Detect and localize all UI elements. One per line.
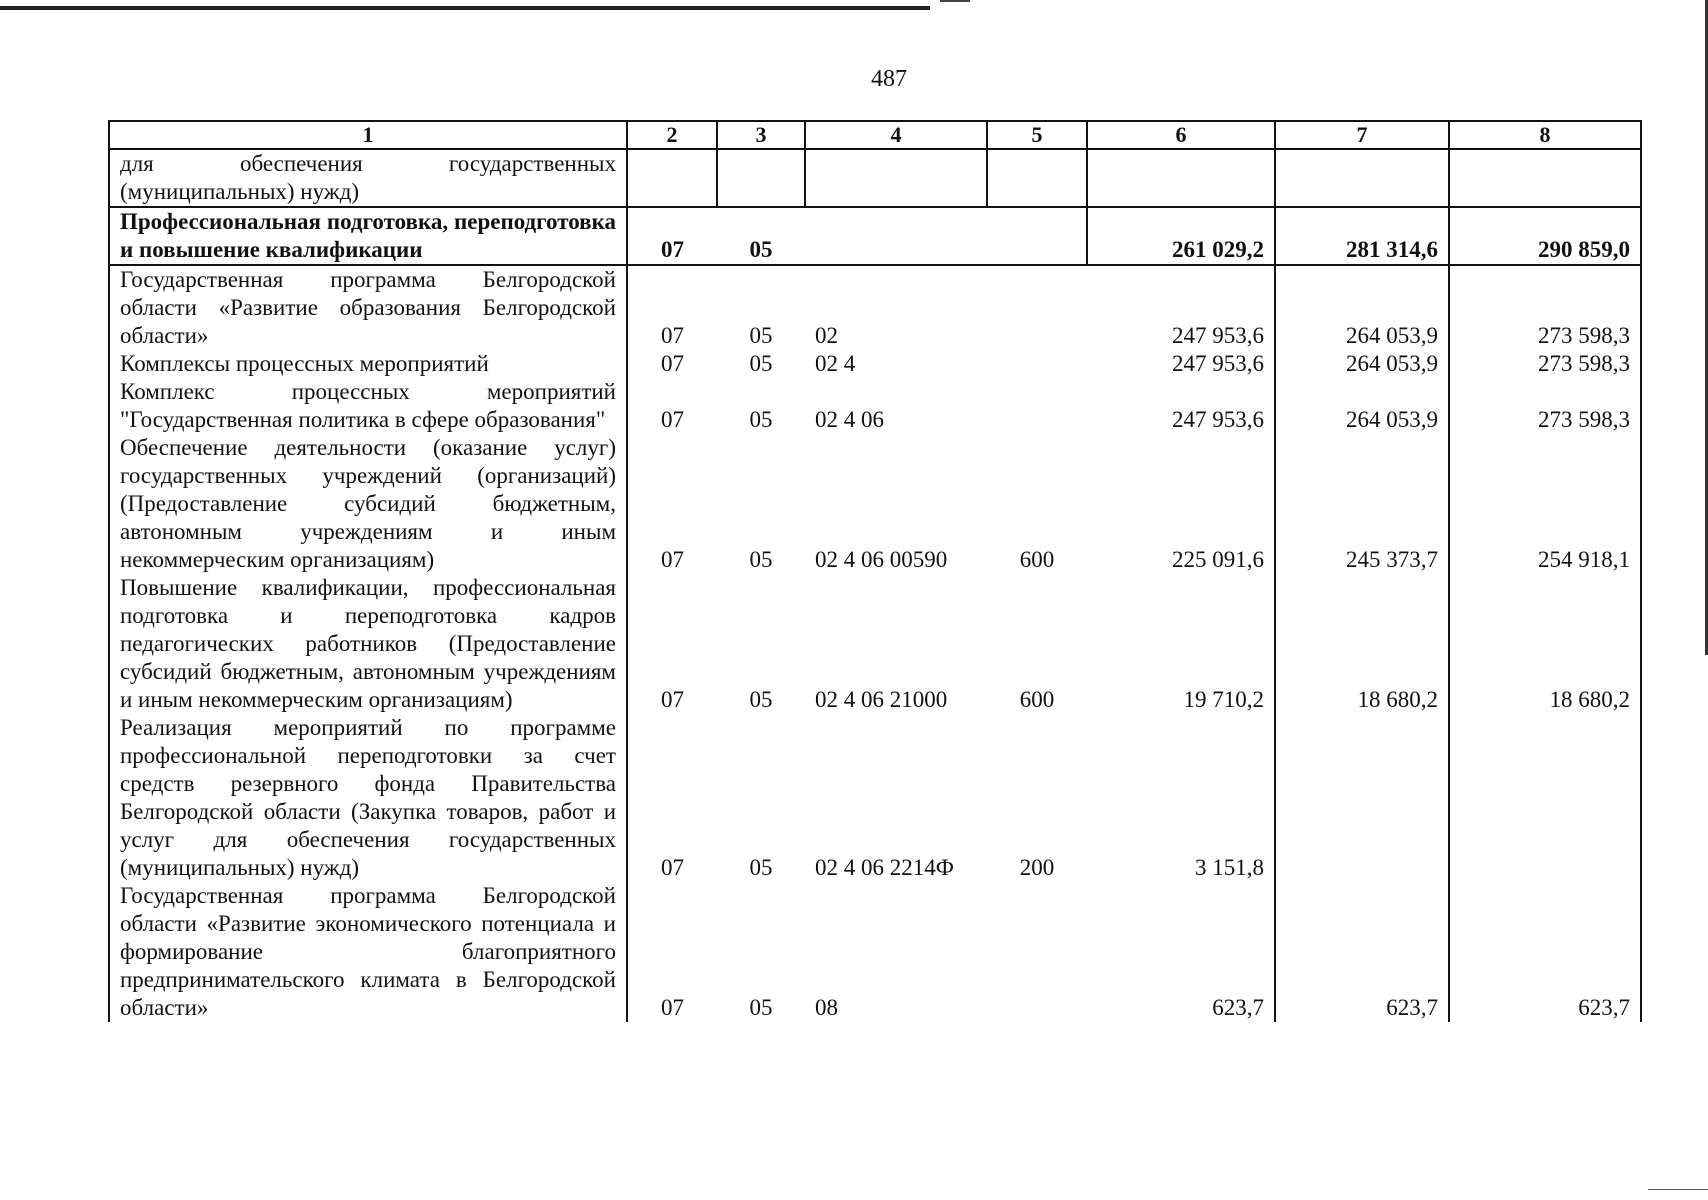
row-amount-year1: 261 029,2 (1087, 207, 1275, 265)
row-prz: 05 (749, 323, 773, 348)
row-vr (987, 207, 1087, 265)
row-prz: 05 (749, 407, 773, 432)
row-csr: 08 (815, 995, 838, 1020)
row-amount-year3 (1449, 714, 1641, 882)
row-amount-year2: 623,7 (1275, 882, 1449, 1022)
row-vr (987, 378, 1087, 434)
row-amount-year2: 264 053,9 (1275, 378, 1449, 434)
table-row (109, 882, 1641, 1022)
header-col-5: 5 (987, 121, 1087, 149)
row-amount-year1: 247 953,6 (1172, 323, 1264, 348)
header-col-1: 1 (109, 121, 627, 149)
row-amount-year1: 225 091,6 (1172, 547, 1264, 572)
row-amount-year2: 281 314,6 (1275, 207, 1449, 265)
row-vr (987, 350, 1087, 378)
header-col-8: 8 (1449, 121, 1641, 149)
row-name: Обеспечение деятельности (оказание услуг) государственных учреждений (организаций) (Предоставление субсидий бюджетным, автономным учреждениям и иным некоммерческим организациям) (109, 434, 627, 574)
row-amount-year3 (1449, 149, 1641, 207)
row-prz: 05 (749, 995, 773, 1020)
row-amount-year2: 264 053,9 (1275, 265, 1449, 350)
table-row (109, 434, 1641, 574)
row-csr: 02 4 06 (815, 407, 884, 432)
row-vr: 600 (1019, 547, 1055, 572)
row-amount-year1: 247 953,6 (1172, 407, 1264, 432)
row-amount-year2: 264 053,9 (1275, 350, 1449, 378)
row-vr (987, 882, 1087, 1022)
row-amount-year1: 623,7 (1212, 995, 1264, 1020)
row-amount-year3: 273 598,3 (1449, 265, 1641, 350)
row-name: Комплекс процессных мероприятий "Государственная политика в сфере образования" (109, 378, 627, 434)
table-row (109, 714, 1641, 882)
row-name: Реализация мероприятий по программе профессиональной переподготовки за счет средств резервного фонда Правительства Белгородской области (Закупка товаров, работ и услуг для обеспечения государственных (муниципальных) нужд) (109, 714, 627, 882)
page-number: 487 (871, 66, 907, 92)
row-csr: 02 4 06 2214Ф (815, 855, 954, 880)
table-row (109, 207, 1641, 265)
row-csr (805, 207, 987, 265)
header-col-2: 2 (627, 121, 717, 149)
row-rz: 07 (627, 574, 717, 714)
header-col-7: 7 (1275, 121, 1449, 149)
row-rz: 07 (627, 714, 717, 882)
row-prz: 05 (717, 207, 805, 265)
row-amount-year2 (1275, 714, 1449, 882)
scan-edge-top-fragment (940, 0, 970, 2)
row-vr: 200 (1019, 855, 1055, 880)
table-row (109, 149, 1641, 207)
row-rz: 07 (627, 350, 717, 378)
row-prz: 05 (749, 687, 773, 712)
row-csr: 02 4 06 21000 (815, 687, 948, 712)
row-name: Комплексы процессных мероприятий (109, 350, 627, 378)
row-prz (717, 149, 805, 207)
row-amount-year3: 254 918,1 (1449, 434, 1641, 574)
header-col-3: 3 (717, 121, 805, 149)
table-row (109, 265, 1641, 350)
table-row (109, 378, 1641, 434)
row-vr (987, 265, 1087, 350)
row-rz: 07 (627, 207, 717, 265)
table-row (109, 350, 1641, 378)
row-amount-year1: 3 151,8 (1195, 855, 1264, 880)
scan-edge-bottom (1648, 1189, 1708, 1190)
row-prz: 05 (749, 351, 773, 376)
row-amount-year2: 18 680,2 (1275, 574, 1449, 714)
row-amount-year3: 273 598,3 (1449, 350, 1641, 378)
row-name: Государственная программа Белгородской области «Развитие экономического потенциала и формирование благоприятного предпринимательского климата в Белгородской области» (109, 882, 627, 1022)
row-rz: 07 (627, 378, 717, 434)
row-name: Профессиональная подготовка, переподготовка и повышение квалификации (109, 207, 627, 265)
row-csr (805, 149, 987, 207)
row-csr: 02 4 (815, 351, 856, 376)
row-amount-year3: 18 680,2 (1449, 574, 1641, 714)
row-amount-year3: 290 859,0 (1449, 207, 1641, 265)
row-amount-year2: 245 373,7 (1275, 434, 1449, 574)
row-csr: 02 (815, 323, 838, 348)
row-amount-year3: 273 598,3 (1449, 378, 1641, 434)
row-amount-year1: 19 710,2 (1183, 687, 1264, 712)
row-rz (627, 149, 717, 207)
header-col-6: 6 (1087, 121, 1275, 149)
row-amount-year1 (1087, 149, 1275, 207)
row-name: Повышение квалификации, профессиональная подготовка и переподготовка кадров педагогических работников (Предоставление субсидий бюджетным, автономным учреждениям и иным некоммерческим организациям) (109, 574, 627, 714)
row-vr: 600 (1019, 687, 1055, 712)
row-amount-year2 (1275, 149, 1449, 207)
row-rz: 07 (627, 882, 717, 1022)
budget-table (108, 120, 1642, 1022)
row-amount-year3: 623,7 (1449, 882, 1641, 1022)
row-name: для обеспечения государственных (муниципальных) нужд) (109, 149, 627, 207)
row-csr: 02 4 06 00590 (815, 547, 948, 572)
row-vr (987, 149, 1087, 207)
row-rz: 07 (627, 265, 717, 350)
scan-edge-top (0, 6, 930, 10)
table-header-row (109, 121, 1641, 149)
row-prz: 05 (749, 855, 773, 880)
table-row (109, 574, 1641, 714)
row-name: Государственная программа Белгородской области «Развитие образования Белгородской области» (109, 265, 627, 350)
row-rz: 07 (627, 434, 717, 574)
header-col-4: 4 (805, 121, 987, 149)
row-prz: 05 (749, 547, 773, 572)
row-amount-year1: 247 953,6 (1172, 351, 1264, 376)
